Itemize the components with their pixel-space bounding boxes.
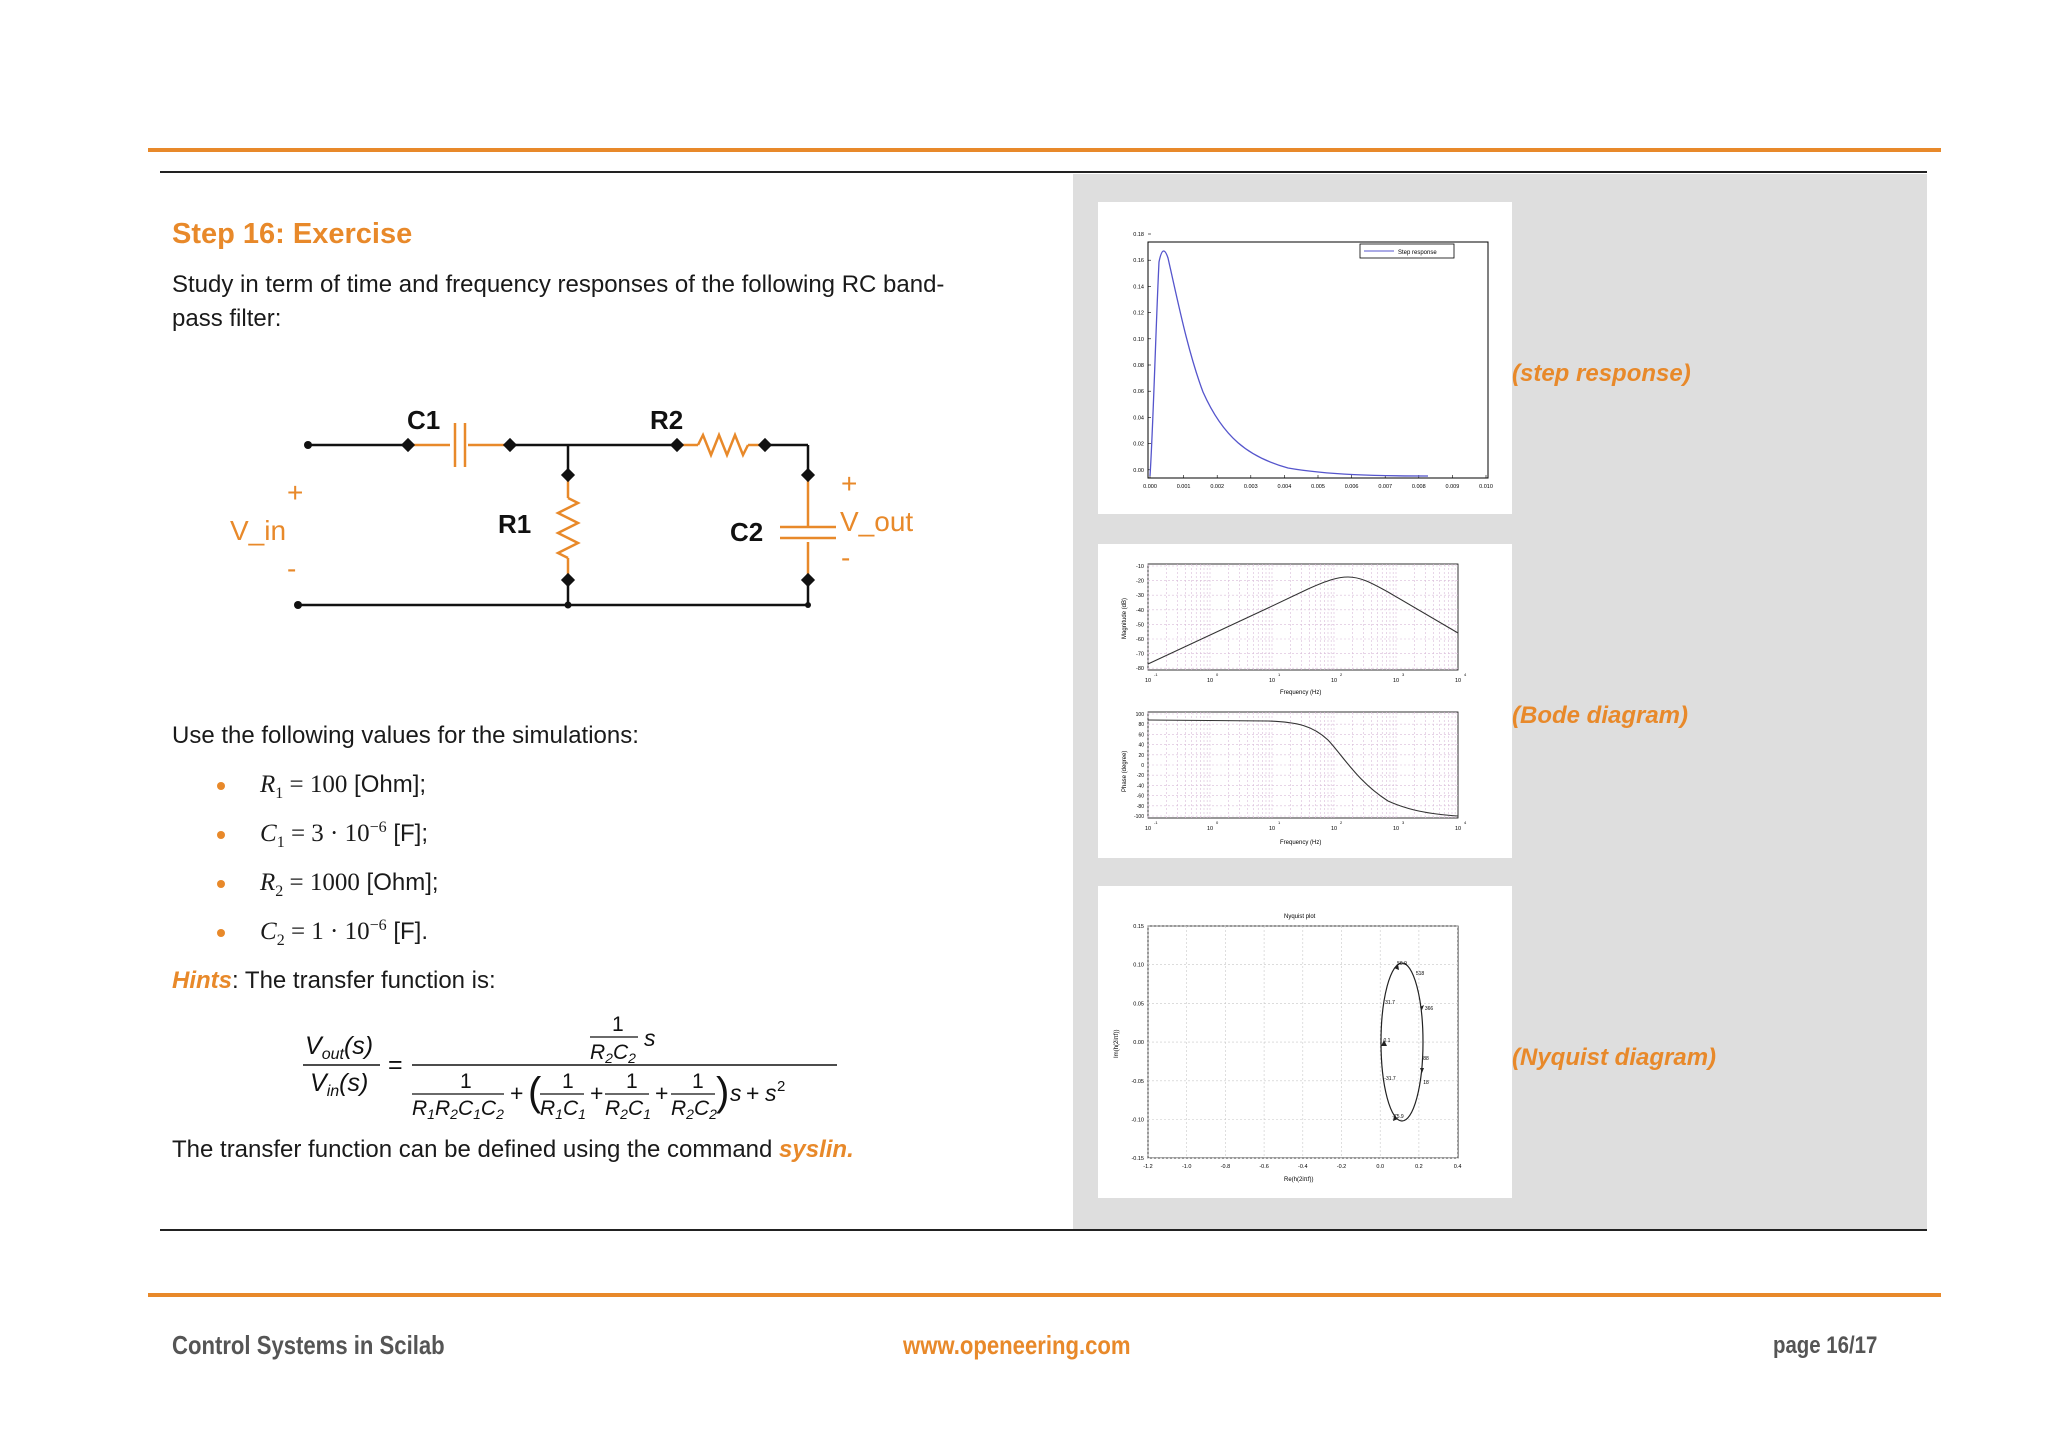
top-orange-rule bbox=[148, 148, 1941, 152]
svg-text:s: s bbox=[644, 1025, 656, 1051]
bode-x-tick-label: 10 bbox=[1268, 826, 1276, 832]
nyquist-diagram-caption: (Nyquist diagram) bbox=[1512, 1044, 1717, 1071]
vin-label: V_in bbox=[230, 515, 287, 546]
bode-phase-ticks bbox=[1134, 712, 1144, 820]
nyquist-freq-label: 518 bbox=[1415, 971, 1425, 977]
step-y-tick-label: 0.14 bbox=[1133, 284, 1144, 291]
nyquist-x-tick-label: -0.4 bbox=[1298, 1164, 1308, 1170]
step-x-tick-label: 0.006 bbox=[1344, 484, 1359, 490]
bode-phase-tick-label: 40 bbox=[1138, 742, 1144, 749]
nyquist-freq-label: 56.9 bbox=[1397, 961, 1407, 967]
bode-phase-tick-label: 80 bbox=[1138, 722, 1144, 729]
step-response-plot bbox=[1098, 202, 1512, 514]
rc-bandpass-circuit bbox=[215, 395, 955, 625]
bullet-dot bbox=[217, 831, 225, 839]
bode-x-tick-exp: -1 bbox=[1154, 820, 1158, 825]
nyquist-y-tick-label: 0.15 bbox=[1133, 924, 1144, 930]
svg-text:): ) bbox=[716, 1070, 730, 1114]
value-c2: $C_2 = 1 \cdot 10^{-6}$ [F]. bbox=[260, 917, 428, 949]
bottom-orange-rule bbox=[148, 1293, 1941, 1297]
bode-magnitude-curve bbox=[1148, 577, 1458, 664]
nyquist-x-tick-label: -1.2 bbox=[1143, 1164, 1153, 1170]
nyquist-xlabel: Re(h(2iπf)) bbox=[1284, 1177, 1314, 1183]
bode-x-tick-label: 10 bbox=[1392, 678, 1400, 684]
svg-text:1: 1 bbox=[692, 1070, 704, 1093]
nyquist-freq-label: 0.1 bbox=[1383, 1038, 1391, 1044]
bode-x-tick-label: 10 bbox=[1206, 678, 1214, 684]
vout-plus: + bbox=[841, 468, 858, 499]
bode-phase-tick-label: 100 bbox=[1135, 712, 1144, 718]
bode-phase-tick-label: 60 bbox=[1138, 732, 1144, 739]
bode-mag-tick-label: -50 bbox=[1136, 622, 1144, 629]
step-y-tick-label: 0.10 bbox=[1133, 336, 1144, 343]
r1-label: R1 bbox=[498, 509, 532, 539]
step-x-tick-label: 0.000 bbox=[1143, 484, 1157, 490]
nyquist-diagram-plot bbox=[1098, 886, 1512, 1198]
bode-x-tick-exp: 1 bbox=[1278, 820, 1281, 825]
step-x-tick-label: 0.010 bbox=[1479, 484, 1493, 490]
bode-phase-ylabel: Phase (degree) bbox=[1122, 750, 1128, 792]
svg-text:2: 2 bbox=[777, 1078, 786, 1095]
nyquist-x-tick-label: 0.4 bbox=[1453, 1164, 1462, 1170]
bottom-black-rule bbox=[160, 1229, 1927, 1231]
vin-minus: - bbox=[287, 553, 297, 584]
bode-phase-xlabel: Frequency (Hz) bbox=[1280, 840, 1322, 846]
transfer-function-equation bbox=[300, 1005, 860, 1125]
step-x-ticks bbox=[1143, 475, 1493, 490]
hints-line: Hints: The transfer function is: bbox=[172, 967, 496, 994]
bode-phase-tick-label: -60 bbox=[1136, 793, 1144, 800]
nyquist-grid bbox=[1148, 926, 1458, 1158]
value-c1: $C_1 = 3 \cdot 10^{-6}$ [F]; bbox=[260, 819, 428, 851]
bode-x-tick-label: 10 bbox=[1454, 678, 1462, 684]
svg-text:+: + bbox=[590, 1080, 604, 1106]
bode-x-tick-label: 10 bbox=[1268, 678, 1276, 684]
svg-text:+: + bbox=[510, 1080, 524, 1106]
bode-mag-tick-label: -70 bbox=[1136, 651, 1144, 658]
bode-diagram-plot bbox=[1098, 544, 1512, 858]
bode-phase-tick-label: -40 bbox=[1136, 783, 1144, 790]
bullet-dot bbox=[217, 782, 225, 790]
nyquist-title: Nyquist plot bbox=[1284, 914, 1316, 920]
step-x-tick-label: 0.004 bbox=[1277, 484, 1292, 490]
svg-text:+: + bbox=[655, 1080, 669, 1106]
bode-mag-tick-label: -30 bbox=[1136, 593, 1144, 600]
step-y-tick-label: 0.12 bbox=[1133, 310, 1144, 317]
values-intro: Use the following values for the simulations: bbox=[172, 722, 639, 749]
nyquist-y-tick-label: 0.05 bbox=[1133, 1001, 1144, 1008]
bode-x-tick-exp: -1 bbox=[1154, 672, 1158, 677]
svg-text:s: s bbox=[730, 1080, 742, 1106]
bode-phase-tick-label: -20 bbox=[1136, 773, 1144, 780]
svg-text:1: 1 bbox=[612, 1013, 624, 1036]
c2-label: C2 bbox=[730, 517, 764, 547]
svg-text:s: s bbox=[765, 1080, 777, 1106]
nyquist-freq-label: -31.7 bbox=[1384, 1076, 1396, 1082]
bode-x-tick-exp: 2 bbox=[1340, 820, 1343, 825]
nyquist-y-tick-label: -0.15 bbox=[1131, 1156, 1144, 1163]
nyquist-x-tick-label: -0.2 bbox=[1336, 1164, 1347, 1170]
step-response-card bbox=[1098, 202, 1512, 514]
r2-label: R2 bbox=[650, 405, 684, 435]
footer-website-link[interactable]: www.openeering.com bbox=[903, 1330, 1131, 1360]
bode-x-tick-label: 10 bbox=[1206, 826, 1214, 832]
step-x-tick-label: 0.008 bbox=[1411, 484, 1426, 490]
nyquist-x-tick-label: 0.0 bbox=[1376, 1164, 1385, 1170]
bode-phase-tick-label: 20 bbox=[1138, 752, 1144, 759]
syslin-command: syslin. bbox=[779, 1136, 854, 1163]
nyquist-y-tick-label: -0.05 bbox=[1131, 1078, 1144, 1085]
step-y-tick-label: 0.16 bbox=[1133, 258, 1144, 265]
bode-x-tick-label: 10 bbox=[1144, 826, 1152, 832]
step-x-tick-label: 0.001 bbox=[1176, 484, 1191, 490]
bode-mag-tick-label: -40 bbox=[1136, 607, 1144, 614]
nyquist-freq-label: -75.9 bbox=[1392, 1114, 1404, 1120]
nyquist-y-tick-label: 0.10 bbox=[1133, 962, 1144, 969]
hints-label: Hints bbox=[172, 967, 232, 994]
bode-x-tick-label: 10 bbox=[1330, 826, 1338, 832]
bode-phase-tick-label: -100 bbox=[1133, 814, 1144, 820]
nyquist-x-ticks bbox=[1143, 1164, 1461, 1170]
step-x-tick-label: 0.007 bbox=[1378, 484, 1393, 490]
svg-text:1: 1 bbox=[626, 1070, 638, 1093]
bode-x-tick-label: 10 bbox=[1454, 826, 1462, 832]
bode-x-tick-exp: 3 bbox=[1402, 820, 1405, 825]
nyquist-freq-label: 18 bbox=[1423, 1080, 1429, 1086]
bullet-dot bbox=[217, 929, 225, 937]
nyquist-y-tick-label: 0.00 bbox=[1133, 1040, 1144, 1047]
bode-x-tick-exp: 4 bbox=[1464, 820, 1467, 825]
bode-phase-tick-label: 0 bbox=[1141, 763, 1144, 769]
step-x-tick-label: 0.003 bbox=[1243, 484, 1258, 490]
nyquist-diagram-card bbox=[1098, 886, 1512, 1198]
bode-phase-x-ticks bbox=[1145, 820, 1467, 832]
vout-label: V_out bbox=[840, 506, 914, 537]
bode-x-tick-exp: 3 bbox=[1402, 672, 1405, 677]
value-r2: $R_2 = 1000$ [Ohm]; bbox=[260, 869, 439, 900]
bode-x-tick-exp: 0 bbox=[1216, 820, 1219, 825]
step-response-caption: (step response) bbox=[1512, 360, 1691, 387]
step-y-tick-label: 0.06 bbox=[1133, 389, 1144, 396]
step-y-tick-label: 0.00 bbox=[1133, 467, 1144, 474]
step-y-tick-label: 0.08 bbox=[1133, 363, 1144, 369]
nyquist-freq-label: 31.7 bbox=[1385, 1000, 1395, 1006]
svg-text:Vout(s): $V_{out}(s)$ bbox=[305, 1032, 374, 1063]
nyquist-y-tick-label: -0.10 bbox=[1131, 1117, 1144, 1124]
nyquist-x-tick-label: -0.6 bbox=[1259, 1164, 1269, 1170]
intro-paragraph: Study in term of time and frequency responses of the following RC band-pass filter: bbox=[172, 271, 945, 332]
step-x-tick-label: 0.002 bbox=[1210, 484, 1225, 490]
step-y-tick-label: 0.04 bbox=[1133, 415, 1144, 422]
value-r1: $R_1 = 100$ [Ohm]; bbox=[260, 771, 427, 802]
nyquist-y-ticks bbox=[1131, 924, 1144, 1162]
bode-diagram-card bbox=[1098, 544, 1512, 858]
command-line: The transfer function can be defined using the command syslin. bbox=[172, 1136, 854, 1163]
nyquist-x-tick-label: -0.8 bbox=[1220, 1164, 1231, 1170]
step-response-curve bbox=[1150, 251, 1428, 476]
nyquist-ylabel: Im(h(2iπf)) bbox=[1114, 1029, 1120, 1058]
svg-text:=: = bbox=[388, 1051, 403, 1079]
svg-text:R1C1: R1C1 bbox=[540, 1097, 586, 1122]
bode-x-tick-label: 10 bbox=[1392, 826, 1400, 832]
bode-mag-xlabel: Frequency (Hz) bbox=[1280, 690, 1322, 696]
bode-phase-tick-label: -80 bbox=[1136, 803, 1144, 810]
bode-x-tick-label: 10 bbox=[1330, 678, 1338, 684]
svg-text:R2C2: R2C2 bbox=[671, 1097, 717, 1122]
bode-x-tick-label: 10 bbox=[1144, 678, 1152, 684]
svg-text:1: 1 bbox=[562, 1070, 574, 1093]
bode-phase-curve bbox=[1148, 720, 1458, 816]
vin-plus: + bbox=[287, 477, 304, 508]
svg-text:R1R2C1C2: R1R2C1C2 bbox=[412, 1097, 504, 1122]
bode-diagram-caption: (Bode diagram) bbox=[1512, 702, 1689, 729]
nyquist-freq-label: 366 bbox=[1424, 1006, 1434, 1012]
c1-label: C1 bbox=[407, 405, 441, 435]
step-y-tick-label: 0.02 bbox=[1133, 441, 1144, 448]
step-y-tick-label: 0.18 bbox=[1133, 232, 1144, 238]
bode-mag-tick-label: -20 bbox=[1136, 578, 1144, 585]
footer-page-number: page 16/17 bbox=[1773, 1332, 1878, 1359]
nyquist-x-tick-label: -1.0 bbox=[1181, 1164, 1192, 1170]
top-black-rule bbox=[160, 171, 1927, 173]
bode-mag-tick-label: -80 bbox=[1136, 666, 1144, 673]
nyquist-freq-labels bbox=[1384, 961, 1434, 1120]
bode-mag-tick-label: -10 bbox=[1136, 564, 1144, 570]
vout-minus: - bbox=[841, 542, 851, 573]
step-x-tick-label: 0.009 bbox=[1445, 484, 1460, 490]
footer-title: Control Systems in Scilab bbox=[172, 1330, 445, 1360]
bode-mag-x-ticks bbox=[1145, 672, 1467, 684]
nyquist-x-tick-label: 0.2 bbox=[1415, 1164, 1423, 1170]
bode-x-tick-exp: 2 bbox=[1340, 672, 1343, 677]
bode-mag-tick-label: -60 bbox=[1136, 637, 1144, 643]
step-x-tick-label: 0.005 bbox=[1311, 484, 1325, 490]
svg-text:1: 1 bbox=[460, 1070, 472, 1093]
bode-mag-ticks bbox=[1136, 564, 1144, 672]
svg-text:+: + bbox=[746, 1080, 760, 1106]
bode-x-tick-exp: 0 bbox=[1216, 672, 1219, 677]
bode-mag-ylabel: Magnitude (dB) bbox=[1122, 597, 1128, 639]
svg-text:Vin(s): $V_{in}(s)$ bbox=[310, 1069, 369, 1100]
bode-x-tick-exp: 1 bbox=[1278, 672, 1281, 677]
nyquist-freq-label: 88 bbox=[1423, 1056, 1429, 1062]
step-legend-label: Step response bbox=[1398, 250, 1437, 256]
svg-text:(: ( bbox=[528, 1070, 542, 1114]
bode-x-tick-exp: 4 bbox=[1464, 672, 1467, 677]
page-title: Step 16: Exercise bbox=[172, 218, 413, 250]
svg-text:R2C1: R2C1 bbox=[605, 1097, 651, 1122]
svg-text:R2C2: R2C2 bbox=[590, 1041, 636, 1066]
bullet-dot bbox=[217, 880, 225, 888]
